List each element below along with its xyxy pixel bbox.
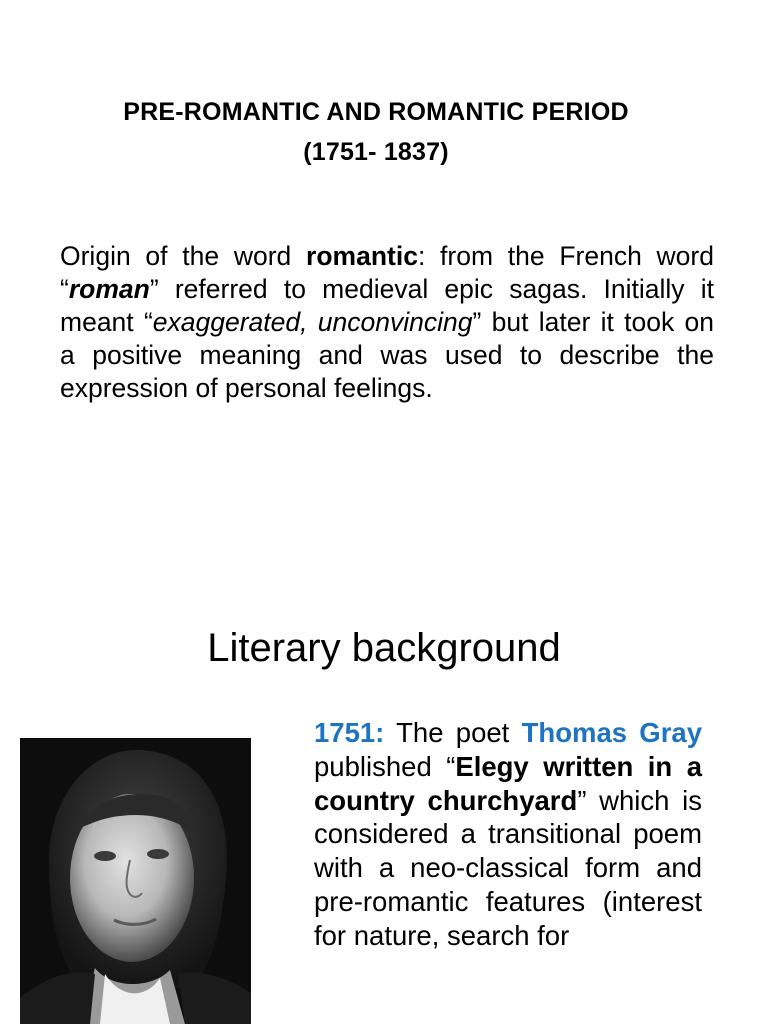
intro-text-4: ” but later it took on a positive meaning and was used to describe the expression of personal feelings. xyxy=(60,307,715,403)
title-line-1: PRE-ROMANTIC AND ROMANTIC PERIOD xyxy=(123,98,629,126)
page-title xyxy=(0,92,752,172)
term-roman: roman xyxy=(68,274,150,304)
portrait-image xyxy=(20,738,251,1024)
event-year: 1751: xyxy=(314,717,385,748)
portrait-icon xyxy=(20,738,251,1024)
event-paragraph xyxy=(314,716,702,953)
intro-text-1: Origin of the word xyxy=(60,241,307,271)
intro-paragraph xyxy=(60,240,714,405)
term-romantic: romantic xyxy=(306,241,418,271)
work-title: Elegy written in a country churchyard xyxy=(314,750,702,816)
intro-text-2: : from the French word “ xyxy=(60,241,714,304)
author-name: Thomas Gray xyxy=(521,717,702,748)
intro-text-3: ” referred to medieval epic sagas. Initially it meant “ xyxy=(60,274,714,337)
event-text-2: published “ xyxy=(314,750,456,782)
title-line-2: (1751- 1837) xyxy=(303,138,449,166)
section-heading: Literary background xyxy=(207,626,561,670)
event-text-1: The poet xyxy=(384,717,522,748)
event-text-3: ” which is considered a transitional poem with a neo-classical form and pre-romantic features (interest for nature, search for xyxy=(314,784,703,951)
term-exaggerated: exaggerated, unconvincing xyxy=(152,307,473,337)
